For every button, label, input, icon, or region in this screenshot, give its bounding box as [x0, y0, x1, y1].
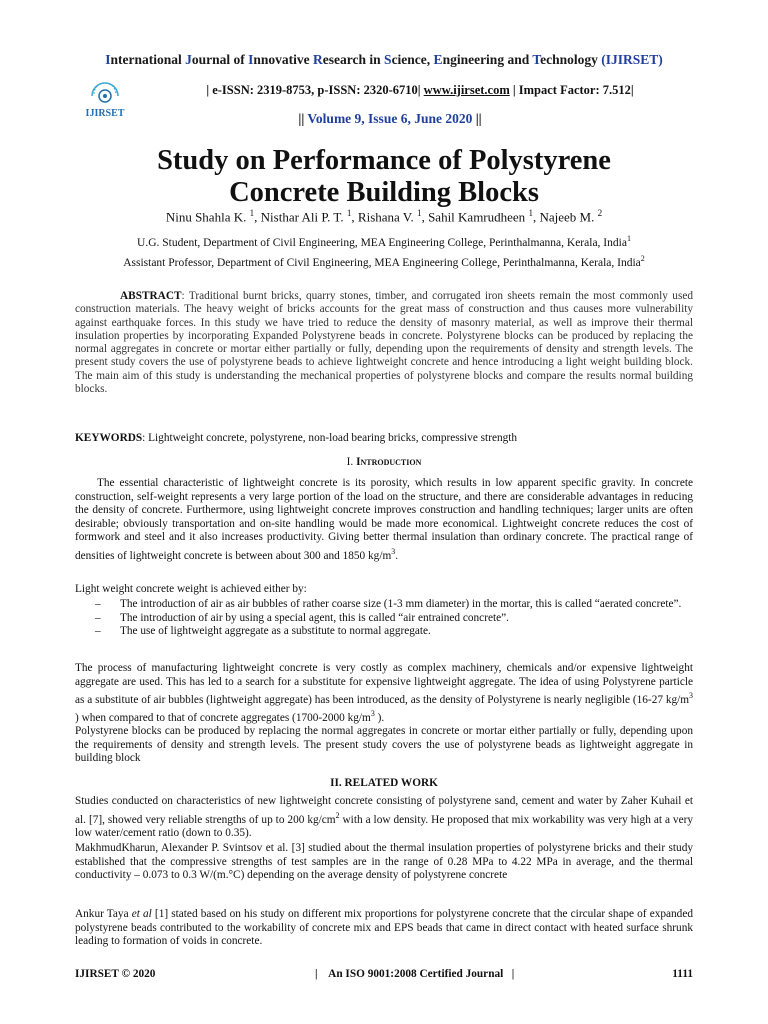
related-paragraph-3: Ankur Taya et al [1] stated based on his study on different mix proportions for polystyrene concrete that the circular shape of expanded polystyrene beads contributed to the workability of concrete mix and EPS beads that came in direct contact with heated surface shrunk leading to formation of voids in concrete. — [75, 908, 693, 947]
author-name: Ninu Shahla K. — [165, 209, 250, 225]
journal-title-part: (IJIRSET) — [601, 52, 663, 67]
abstract-text: : Traditional burnt bricks, quarry stones, timber, and corrugated iron sheets remain the most commonly used construction materials. The heavy weight of bricks accounts for the great mass of construction and thus causes more vulnerability against earthquake forces. In this study we have tried to reduce the density of masonry material, as well as improve their thermal insulation properties by incorporating Expanded Polystyrene beads in concrete. Polystyrene blocks can be produced by replacing the normal aggregates in concrete or mortar either partially or fully, depending upon the requirements of density and strength levels. The present study covers the use of polystyrene beads to achieve lightweight concrete and hence introducing a light weight building block. The main aim of this study is understanding the mechanical properties of polystyrene blocks and compare the results normal building blocks. — [75, 290, 693, 396]
journal-title-part: nternational — [110, 52, 186, 67]
impact-factor: | Impact Factor: 7.512| — [509, 83, 634, 97]
list-item-text: The use of lightweight aggregate as a substitute to normal aggregate. — [120, 625, 431, 637]
journal-title-part: R — [313, 52, 323, 67]
abstract — [75, 290, 693, 396]
keywords — [75, 432, 693, 444]
journal-title-part: E — [433, 52, 443, 67]
journal-title-part: J — [185, 52, 192, 67]
journal-title-part: S — [384, 52, 392, 67]
journal-title-part: ournal of — [191, 52, 249, 67]
list-item — [75, 598, 693, 612]
author-list — [0, 208, 768, 225]
journal-title-part: T — [532, 52, 541, 67]
intro-paragraph-1: The essential characteristic of lightweight concrete is its porosity, which results in low apparent specific gravity. In concrete construction, self-weight represents a very large portion of the load on the structure, and there are considerable advantages in reducing the density of concrete. Furthermore, using lightweight concrete improves construction and handling techniques; larger units are often desirable; obviously transportation and on-site handling would be made more economical. Lightweight concrete reduces the cost of formwork and steel and it also increases productivity. Giving better thermal insulation than ordinary concrete. The practical range of densities of lightweight concrete is between about 300 and 1850 $kg/m^3$. — [75, 477, 693, 562]
dash-bullet: – — [95, 598, 101, 610]
author-affiliation-mark: 1 — [346, 208, 352, 218]
author-name: , Sahil Kamrudheen — [421, 209, 529, 225]
author-affiliation-mark: 1 — [528, 208, 533, 218]
related-paragraph-1: Studies conducted on characteristics of new lightweight concrete consisting of polystyrene sand, cement and water by Zaher Kuhail et al. [7], showed very reliable strengths of up to 200 $kg/cm^2$ with a low density. He proposed that mix workability was very high at a very low water/cement ratio (down to 0.35). — [75, 795, 694, 839]
author-affiliation-mark: 1 — [249, 208, 255, 218]
paper-title — [0, 145, 768, 209]
keywords-text: : Lightweight concrete, polystyrene, non-load bearing bricks, compressive strength — [142, 432, 518, 444]
affiliation-2: Assistant Professor, Department of Civil Engineering, MEA Engineering College, Perinthalmanna, Kerala, India$^2$ — [123, 254, 645, 269]
volume-prefix: || — [298, 111, 308, 126]
journal-title-part: esearch in — [322, 52, 385, 67]
ijirset-logo-icon — [80, 74, 130, 124]
footer-copyright: IJIRSET © 2020 — [75, 968, 156, 980]
volume-issue: Volume 9, Issue 6, June 2020 — [307, 111, 473, 126]
footer-certification: | An ISO 9001:2008 Certified Journal | — [315, 968, 515, 980]
journal-website-link[interactable]: www.ijirset.com — [423, 83, 510, 97]
volume-suffix: || — [472, 111, 482, 126]
title-line-2: Concrete Building Blocks — [229, 177, 539, 208]
list-item — [75, 612, 693, 626]
author-name: , Nisthar Ali P. T. — [254, 209, 347, 225]
journal-title-part: ngineering and — [442, 52, 533, 67]
list-item-text: The introduction of air as air bubbles of rather coarse size (1-3 mm diameter) in the mortar, this is called “aerated concrete”. — [120, 598, 682, 610]
section-heading-related-work: II. RELATED WORK — [330, 777, 438, 789]
title-line-1: Study on Performance of Polystyrene — [157, 145, 611, 176]
issn-line — [130, 83, 710, 98]
journal-title-part: cience, — [391, 52, 434, 67]
journal-title-part: nnovative — [253, 52, 314, 67]
author-affiliation-mark: 2 — [597, 208, 603, 218]
journal-title — [0, 52, 768, 68]
intro-paragraph-2: Light weight concrete weight is achieved either by: — [75, 583, 307, 595]
related-paragraph-2: MakhmudKharun, Alexander P. Svintsov et al. [3] studied about the thermal insulation properties of polystyrene bricks and their study established that the compressive strengths of test samples are in the range of 0.28 MPa to 4.22 MPa in average, and the thermal conductivity – 0.073 to 0.3 W/(m.°C) depending on the average density of polystyrene concrete — [75, 842, 693, 881]
dash-bullet: – — [95, 611, 101, 624]
journal-title-part: echnology — [540, 52, 602, 67]
intro-paragraph-3: The process of manufacturing lightweight concrete is very costly as complex machinery, chemicals and/or expensive lightweight aggregate are used. This has led to a search for a substitute for expensive lightweight aggregate. The idea of using Polystyrene particle as a substitute of air bubbles (lightweight aggregate) has been introduced, as the density of Polystyrene is nearly negligible (16-27 $kg/m^3$ ) when compared to that of concrete aggregates (1700-2000 $kg/m^3$ ). — [75, 662, 693, 725]
author-name: , Najeeb M. — [532, 209, 598, 225]
author-name: , Rishana V. — [351, 209, 418, 225]
intro-paragraph-4: Polystyrene blocks can be produced by replacing the normal aggregates in concrete or mortar either partially or fully, depending upon the requirements of density and strength levels. The present study covers the use of polystyrene beads as lightweight aggregate in building block — [75, 725, 693, 764]
author-affiliation-mark: 1 — [417, 208, 422, 218]
logo-text: IJIRSET — [85, 108, 125, 119]
section-heading-introduction: I. Introduction — [346, 456, 422, 468]
method-list — [75, 598, 693, 639]
issn-text: | e-ISSN: 2319-8753, p-ISSN: 2320-6710| — [206, 83, 424, 97]
affiliation-1: U.G. Student, Department of Civil Engineering, MEA Engineering College, Perinthalmanna, Kerala, India$^1$ — [137, 234, 631, 249]
page-number: 1111 — [672, 968, 693, 980]
volume-line — [130, 111, 650, 127]
list-item-text: The introduction of air by using a special agent, this is called “air entrained concrete”. — [120, 611, 509, 624]
dash-bullet: – — [95, 625, 101, 637]
list-item — [75, 625, 693, 639]
journal-title-part: I — [248, 52, 254, 67]
journal-title-part: I — [105, 52, 111, 67]
abstract-label: ABSTRACT — [120, 290, 182, 302]
keywords-label: KEYWORDS — [75, 432, 143, 444]
